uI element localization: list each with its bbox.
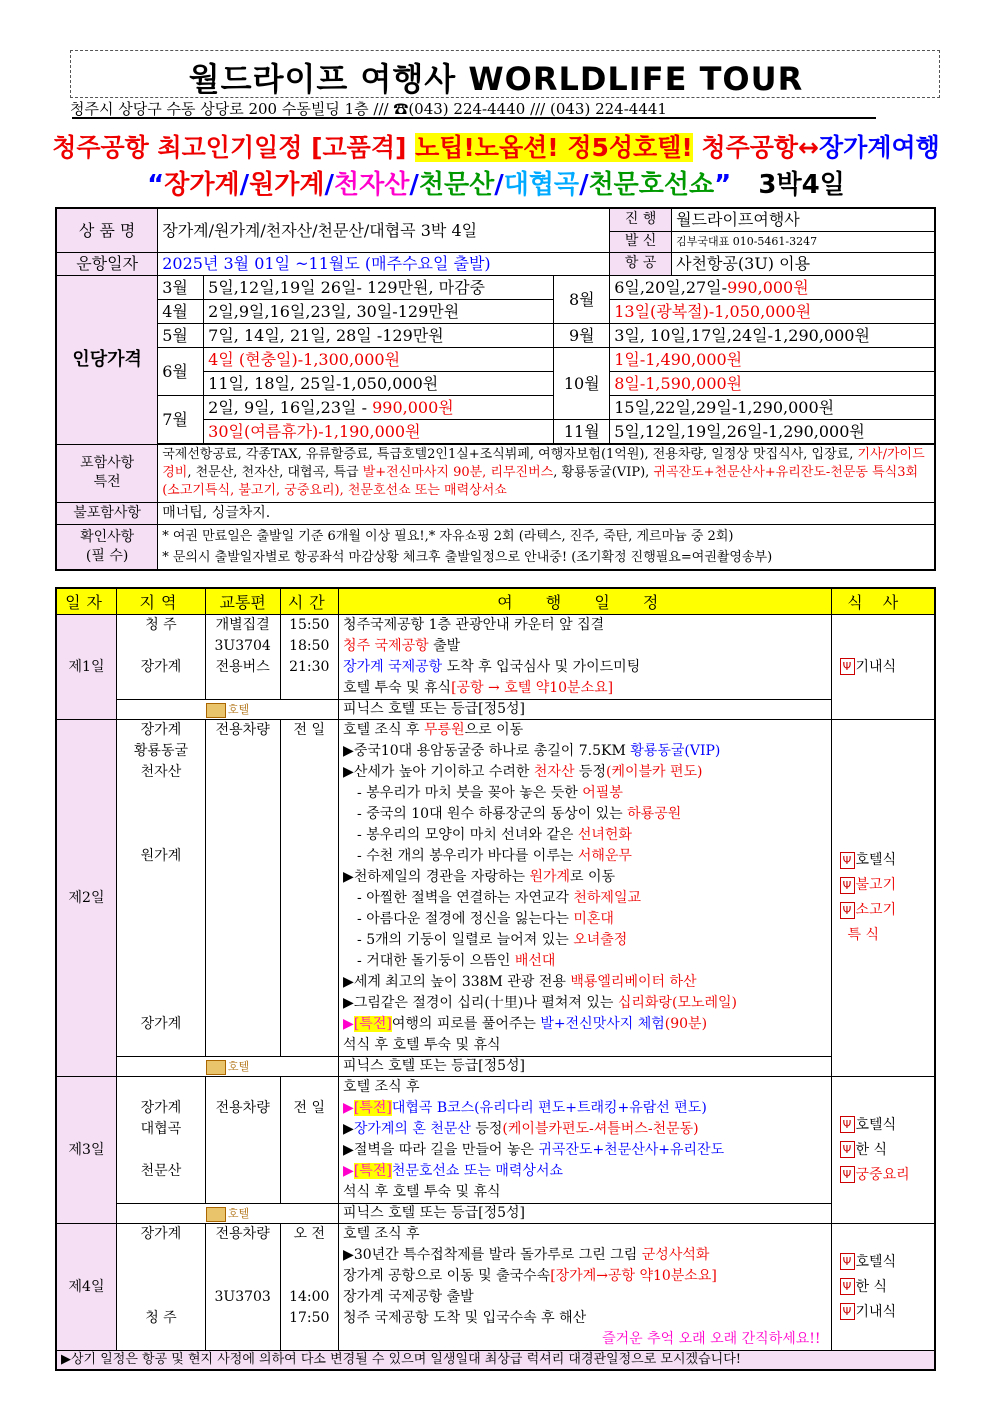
hl-cms: 천문산 xyxy=(418,170,495,200)
air-value: 사천항공(3U) 이용 xyxy=(672,252,935,275)
d1-time-2: 18:50 xyxy=(289,638,330,654)
price-11: 5일,12일,19일,26일-1,290,000원 xyxy=(610,419,935,443)
check-2: * 문의시 출발일자별로 항공좌석 마감상황 체크후 출발일정으로 안내중! (조기확정 진행필요=여권촬영송부) xyxy=(162,549,773,565)
d2-item-8b: 로 이동 xyxy=(570,869,616,885)
hl-jjj: 장가계 xyxy=(164,170,240,200)
d3-hotel: 피닉스 호텔 또는 등급[정5성] xyxy=(339,1204,831,1224)
d2-item-16: 석식 후 호텔 투숙 및 휴식 xyxy=(343,1037,501,1053)
d2-item-7: - 수천 개의 봉우리가 바다를 이루는 xyxy=(357,848,578,864)
sep: / xyxy=(324,170,334,200)
col-meal: 식사 xyxy=(831,588,935,615)
d2-item-11b: 오녀출정 xyxy=(573,932,628,948)
d2-item-5: - 중국의 10대 원수 하룡장군의 동상이 있는 xyxy=(357,806,628,822)
price-7a: 2일, 9일, 16일,23일 - xyxy=(208,397,373,417)
fork-knife-icon: Ψ xyxy=(840,1166,855,1183)
day-2: 제2일 xyxy=(56,720,117,1077)
footer-note: ▶상기 일정은 항공 및 현지 사정에 의하여 다소 변경될 수 있으며 일생일대 최상급 럭셔리 대경관일정으로 모시겠습니다! xyxy=(56,1351,935,1371)
d3-meal-1: 호텔식 xyxy=(855,1116,897,1133)
col-trans: 교통편 xyxy=(205,588,280,615)
address-text: 청주시 상당구 수동 상당로 200 수동빌딩 1층 /// ☎(043) 224-4440 /// (043) 224-4441 xyxy=(70,100,667,118)
d1-item-2: 청주 국제공항 xyxy=(343,638,429,654)
d2-item-12: - 거대한 돌기둥이 으뜸인 xyxy=(357,953,515,969)
incl-6: 귀곡잔도+천문산사+유리잔도-천문동 특식3회(소고기특식, 불고기, 궁중요리), 천문호선쇼 또는 매력상서쇼 xyxy=(162,465,919,498)
duration: 3박4일 xyxy=(758,170,845,200)
d2-item-14c: (모노레일) xyxy=(671,995,737,1011)
d2-meal-4: 특 식 xyxy=(847,927,880,943)
d4-item-1: 호텔 조식 후 xyxy=(343,1226,420,1242)
d3-area-2: 대협곡 xyxy=(140,1121,182,1137)
fork-knife-icon: Ψ xyxy=(840,658,855,675)
headline-1-a: 청주공항 최고인기일정 [고품격] xyxy=(52,133,416,162)
d2-hotel: 피닉스 호텔 또는 등급[정5성] xyxy=(339,1057,831,1077)
month-5: 5월 xyxy=(158,323,204,347)
d3-item-3d: (케이블카편도-셔틀버스-천문동) xyxy=(502,1121,699,1137)
d1-item-1: 청주국제공항 1층 관광안내 카운터 앞 집결 xyxy=(343,617,605,633)
month-10: 10월 xyxy=(554,347,610,419)
hl-show: 천문호선쇼 xyxy=(588,170,715,200)
check-label: 확인사항 (필 수) xyxy=(56,524,158,570)
page-title: 월드라이프 여행사 WORLDLIFE TOUR xyxy=(188,60,804,98)
d1-area-2: 장가계 xyxy=(140,659,182,675)
d4-meal-1: 호텔식 xyxy=(855,1253,897,1270)
d1-trans-2: 3U3704 xyxy=(214,638,271,654)
sep: / xyxy=(239,170,250,200)
d1-time-3: 21:30 xyxy=(289,659,330,675)
d4-trans-1: 전용차량 xyxy=(215,1226,270,1242)
month-8: 8월 xyxy=(554,275,610,323)
hotel-label-2: 호텔 xyxy=(227,1060,250,1073)
issue-label: 발 신 xyxy=(610,231,672,252)
hotel-icon xyxy=(206,1204,249,1223)
fork-knife-icon: Ψ xyxy=(840,877,855,894)
d2-item-2: ▶중국10대 용암동굴중 하나로 총길이 7.5KM xyxy=(343,743,631,759)
d2-area-4: 원가계 xyxy=(140,848,182,864)
d4-item-2: ▶30년간 특수접착제를 발라 돌가루로 그린 그림 xyxy=(343,1247,642,1263)
headline-2 xyxy=(0,164,992,201)
price-3: 5일,12일,19일 26일- 129만원, 마감중 xyxy=(204,275,554,299)
d1-item-4b: [공항 → 호텔 약10분소요] xyxy=(451,680,614,696)
price-10c: 15일,22일,29일-1,290,000원 xyxy=(610,395,935,419)
d1-time-1: 15:50 xyxy=(289,617,330,633)
fork-knife-icon: Ψ xyxy=(840,1253,855,1270)
fork-knife-icon: Ψ xyxy=(840,1278,855,1295)
product-name: 장가계/원가계/천자산/천문산/대협곡 3박 4일 xyxy=(158,208,610,252)
d3-item-3b: 장가계의 혼 천문산 xyxy=(353,1121,471,1137)
fork-knife-icon: Ψ xyxy=(840,902,855,919)
d2-trans-1: 전용차량 xyxy=(215,722,270,738)
d2-meal-2: 불고기 xyxy=(855,877,897,893)
issue-value: 김부국대표 010-5461-3247 xyxy=(672,231,935,252)
headline-1 xyxy=(0,128,992,164)
d4-time-2: 14:00 xyxy=(289,1289,330,1305)
d2-meal-1: 호텔식 xyxy=(855,852,897,868)
sep: / xyxy=(409,170,419,200)
price-7b: 30일(여름휴가)-1,190,000원 xyxy=(204,419,554,443)
headline-1-d: 장가계여행 xyxy=(819,133,940,162)
d2-item-6: - 봉우리의 모양이 마치 선녀와 같은 xyxy=(357,827,578,843)
d2-area-3: 천자산 xyxy=(140,764,182,780)
day-1: 제1일 xyxy=(56,615,117,720)
d2-item-3: ▶산세가 높아 기이하고 수려한 xyxy=(343,764,534,780)
d1-meal: 기내식 xyxy=(855,658,897,675)
d2-item-15c: (90분) xyxy=(664,1016,708,1032)
hl-wgj: 원가계 xyxy=(249,170,325,200)
d3-item-4: ▶절벽을 따라 길을 만들어 놓은 xyxy=(343,1142,539,1158)
month-11: 11월 xyxy=(554,419,610,443)
d1-item-4: 호텔 투숙 및 휴식 xyxy=(343,680,452,696)
d3-area-3: 천문산 xyxy=(140,1163,182,1179)
d4-trans-2: 3U3703 xyxy=(214,1289,271,1305)
excl-label: 불포함사항 xyxy=(56,502,158,524)
d2-item-2b: 황룡동굴(VIP) xyxy=(630,743,721,759)
hotel-icon xyxy=(206,700,249,719)
sep: / xyxy=(579,170,589,200)
run-value: 월드라이프여행사 xyxy=(672,208,935,231)
d2-item-12b: 배선대 xyxy=(514,953,556,969)
quote-open: “ xyxy=(147,170,165,200)
product-label: 상 품 명 xyxy=(56,208,158,252)
day-4: 제4일 xyxy=(56,1224,117,1351)
d4-item-4: 장가계 국제공항 출발 xyxy=(343,1289,474,1305)
d2-item-15t: [특전] xyxy=(353,1016,392,1032)
d2-item-5b: 하룡공원 xyxy=(627,806,682,822)
d2-item-7b: 서해운무 xyxy=(577,848,632,864)
fork-knife-icon: Ψ xyxy=(840,1303,855,1320)
d4-item-2b: 군성사석화 xyxy=(641,1247,710,1263)
d3-item-3: ▶ xyxy=(343,1121,354,1137)
headline-1-b: 노팁!노옵션! 정5성호텔! xyxy=(415,133,693,162)
d2-item-11: - 5개의 기둥이 일렬로 늘어져 있는 xyxy=(357,932,574,948)
hl-dhg: 대협곡 xyxy=(503,170,580,200)
d3-area-1: 장가계 xyxy=(140,1100,182,1116)
d1-area-1: 청 주 xyxy=(145,617,177,633)
incl-2: 기사/가이드경비 xyxy=(162,447,925,480)
month-7: 7월 xyxy=(158,395,204,443)
hotel-icon xyxy=(206,1057,249,1076)
col-time: 시간 xyxy=(280,588,339,615)
d1-trans-1: 개별집결 xyxy=(215,617,270,633)
d2-item-10: - 아름다운 절경에 정신을 잃는다는 xyxy=(357,911,574,927)
price-5: 7일, 14일, 21일, 28일 -129만원 xyxy=(204,323,554,347)
d4-item-6: 즐거운 추억 오래 오래 간직하세요!! xyxy=(602,1331,821,1347)
d1-hotel: 피닉스 호텔 또는 등급[정5성] xyxy=(339,700,831,720)
hotel-label-3: 호텔 xyxy=(227,1207,250,1220)
price-8a-red: 990,000원 xyxy=(727,277,809,297)
d1-item-3b: 도착 후 입국심사 및 가이드미팅 xyxy=(442,659,641,675)
month-3: 3월 xyxy=(158,275,204,299)
d4-area-2: 청 주 xyxy=(145,1310,177,1326)
d2-item-9: - 아찔한 절벽을 연결하는 자연교각 xyxy=(357,890,574,906)
schedule-table xyxy=(55,587,936,1371)
d2-item-14: ▶그림같은 절경이 십리(十里)나 펼쳐져 있는 xyxy=(343,995,618,1011)
incl-text xyxy=(158,444,935,502)
day-3: 제3일 xyxy=(56,1077,117,1224)
d3-item-2: ▶ xyxy=(343,1100,354,1116)
price-10a: 1일-1,490,000원 xyxy=(610,347,935,371)
d2-item-6b: 선녀헌화 xyxy=(577,827,632,843)
d2-item-3b: 등정 xyxy=(574,764,606,780)
incl-3: , 천문산, 천자산, 대협곡, 특급 xyxy=(187,465,363,480)
d2-item-10b: 미혼대 xyxy=(573,911,614,927)
price-7a-red: 990,000원 xyxy=(372,397,454,417)
price-8a: 6일,20일,27일- xyxy=(614,277,728,297)
price-10b: 8일-1,590,000원 xyxy=(610,371,935,395)
d2-item-13: ▶세계 최고의 높이 338M 관광 전용 xyxy=(343,974,571,990)
d2-item-14b: 십리화랑 xyxy=(617,995,672,1011)
d2-area-1: 장가계 xyxy=(140,722,182,738)
d1-item-2b: 출발 xyxy=(428,638,461,654)
hl-cjs: 천자산 xyxy=(333,170,410,200)
excl-text: 매너팁, 싱글차지. xyxy=(158,502,935,524)
date-value: 2025년 3월 01일 ~11월도 (매주수요일 출발) xyxy=(158,252,610,275)
d2-item-1: 호텔 조식 후 xyxy=(343,722,425,738)
d4-time-1: 오 전 xyxy=(293,1226,326,1242)
hotel-label-1: 호텔 xyxy=(227,703,250,716)
d3-item-5: ▶ xyxy=(343,1163,354,1179)
d3-item-5b: 천문호선쇼 또는 매력상서쇼 xyxy=(391,1163,564,1179)
air-label: 항 공 xyxy=(610,252,672,275)
incl-1: 국제선항공료, 각종TAX, 유류할증료, 특급호텔2인1실+조식뷔페, 여행자보험(1억원), 전용차량, 일정상 맛집식사, 입장료, xyxy=(162,447,858,462)
price-label: 인당가격 xyxy=(56,275,158,444)
d2-item-15: ▶ xyxy=(343,1016,354,1032)
col-plan: 여 행 일 정 xyxy=(339,588,831,615)
d3-item-3c: 등정 xyxy=(470,1121,503,1137)
d2-meal-3: 소고기 xyxy=(855,902,897,918)
incl-4: 발+전신마사지 90분, 리무진버스 xyxy=(362,465,554,480)
d2-area-5: 장가계 xyxy=(140,1016,182,1032)
d4-area-1: 장가계 xyxy=(140,1226,182,1242)
quote-close: ” xyxy=(714,170,732,200)
d3-item-6: 석식 후 호텔 투숙 및 휴식 xyxy=(343,1184,501,1200)
price-6b: 11일, 18일, 25일-1,050,000원 xyxy=(204,371,554,395)
price-6a: 4일 (현충일)-1,300,000원 xyxy=(204,347,554,371)
sep: / xyxy=(494,170,504,200)
d2-item-4: - 봉우리가 마치 붓을 꽂아 놓은 듯한 xyxy=(357,785,583,801)
d3-item-5t: [특전] xyxy=(353,1163,392,1179)
d4-meal-3: 기내식 xyxy=(855,1303,897,1320)
col-day: 일자 xyxy=(56,588,117,615)
date-label: 운항일자 xyxy=(56,252,158,275)
d4-item-3b: [장가계→공항 약10분소요] xyxy=(550,1268,717,1284)
d2-item-3r: 천자산 xyxy=(533,764,575,780)
d3-meal-3: 궁중요리 xyxy=(855,1166,910,1183)
month-9: 9월 xyxy=(554,323,610,347)
d2-item-1r: 무릉원 xyxy=(424,722,465,738)
info-table xyxy=(55,207,936,571)
price-8b: 13일(광복절)-1,050,000원 xyxy=(610,299,935,323)
d3-trans-1: 전용차량 xyxy=(215,1100,270,1116)
run-label: 진 행 xyxy=(610,208,672,231)
headline-1-c: 청주공항↔ xyxy=(692,133,820,162)
month-6: 6월 xyxy=(158,347,204,395)
d3-time-1: 전 일 xyxy=(293,1100,326,1116)
price-4: 2일,9일,16일,23일, 30일-129만원 xyxy=(204,299,554,323)
month-4: 4월 xyxy=(158,299,204,323)
price-9: 3일, 10일,17일,24일-1,290,000원 xyxy=(610,323,935,347)
d3-item-1: 호텔 조식 후 xyxy=(343,1079,420,1095)
d2-item-8: ▶천하제일의 경관을 자랑하는 xyxy=(343,869,530,885)
d1-item-3: 장가계 국제공항 xyxy=(343,659,443,675)
check-1: * 여권 만료일은 출발일 기준 6개월 이상 필요!,* 자유쇼핑 2회 (라텍스, 진주, 죽탄, 게르마늄 중 2회) xyxy=(162,528,734,544)
check-text xyxy=(158,524,935,570)
fork-knife-icon: Ψ xyxy=(840,1141,855,1158)
fork-knife-icon: Ψ xyxy=(840,1116,855,1133)
d2-area-2: 황룡동굴 xyxy=(133,743,188,759)
incl-label: 포함사항 특전 xyxy=(56,444,158,502)
d2-item-1b: 으로 이동 xyxy=(464,722,524,738)
incl-5: , 황룡동굴(VIP), xyxy=(553,465,654,480)
d2-item-8r: 원가계 xyxy=(529,869,571,885)
d2-item-15b: 발+전신맛사지 체험 xyxy=(540,1016,665,1032)
d3-item-2t: [특전] xyxy=(353,1100,392,1116)
fork-knife-icon: Ψ xyxy=(840,852,855,869)
d4-item-3: 장가계 공항으로 이동 및 출국수속 xyxy=(343,1268,551,1284)
col-area: 지역 xyxy=(117,588,206,615)
d2-time-1: 전 일 xyxy=(293,722,326,738)
d2-item-15a: 여행의 피로를 풀어주는 xyxy=(391,1016,541,1032)
d2-item-9b: 천하제일교 xyxy=(573,890,641,906)
address-line xyxy=(70,98,870,119)
d4-meal-2: 한 식 xyxy=(855,1278,888,1295)
d4-time-3: 17:50 xyxy=(289,1310,330,1326)
d3-meal-2: 한 식 xyxy=(855,1141,888,1158)
d1-trans-3: 전용버스 xyxy=(215,659,270,675)
d2-item-4b: 어필봉 xyxy=(582,785,623,801)
d2-item-13b: 백룡엘리베이터 하산 xyxy=(570,974,697,990)
d2-item-3c: (케이블카 편도) xyxy=(605,764,703,780)
d3-item-4b: 귀곡잔도+천문산사+유리잔도 xyxy=(538,1142,725,1158)
d4-item-5: 청주 국제공항 도착 및 입국수속 후 해산 xyxy=(343,1310,587,1326)
d3-item-2b: 대협곡 B코스(유리다리 편도+트래킹+유람선 편도) xyxy=(391,1100,707,1116)
